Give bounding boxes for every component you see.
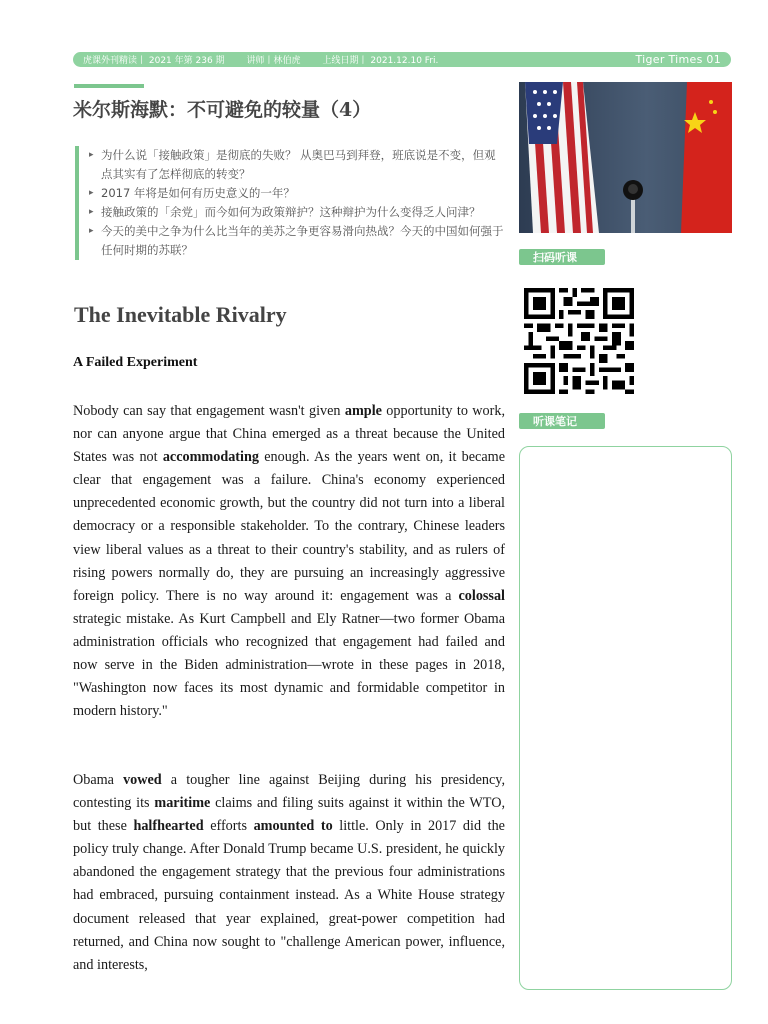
text-run: strategic mistake. As Kurt Campbell and Ely Ratner—two former Obama administration officials who recognized that engagement had failed and now serve in the Biden administration—wrote in these pages in 2018, "Washington now faces its most dynamic and formidable competitor in modern history." — [73, 610, 505, 720]
vocab-word: halfhearted — [133, 818, 204, 835]
question-item: ▸ 2017 年将是如何有历史意义的一年？ — [89, 184, 507, 203]
issue-info: 虎课外刊精读丨 2021 年第 236 期 — [83, 56, 225, 66]
brand-label: Tiger Times 01 — [635, 53, 721, 66]
title-accent-line — [74, 84, 144, 88]
lecturer-info: 讲师丨林伯虎 — [246, 56, 301, 66]
chinese-title: 米尔斯海默：不可避免的较量（4） — [73, 99, 372, 121]
text-run: opportunity to work, nor can anyone argue that China emerged as a threat because the United States was not — [73, 403, 505, 466]
scan-label: 扫码听课 — [519, 249, 605, 265]
notes-label: 听课笔记 — [519, 413, 605, 429]
text-run: enough. As the years went on, it became clear that engagement was a failure. China's economy experienced unprecedented economic growth, but the country did not turn into a liberal democracy or a responsible stakeholder. To the contrary, Chinese leaders view liberal values as a threat to their country's stability, and as rulers of rising powers normally do, they are pursuing an increasingly aggressive foreign policy. There is no way around it: engagement was a — [73, 449, 505, 604]
vocab-word: vowed — [123, 772, 162, 788]
question-item: ▸ 接触政策的「余党」而今如何为政策辩护？这种辩护为什么变得乏人问津？ — [89, 203, 507, 222]
flags-photo — [519, 82, 732, 233]
english-title: The Inevitable Rivalry — [74, 302, 287, 327]
paragraph-2 — [73, 769, 505, 977]
section-title: A Failed Experiment — [73, 355, 198, 370]
text-run: claims and filing suits against it within the WTO, but these — [73, 795, 505, 835]
paragraph-1 — [73, 400, 505, 723]
text-run: Obama — [73, 772, 124, 788]
vocab-word: maritime — [154, 795, 211, 812]
header-bar — [73, 52, 731, 67]
notes-box[interactable] — [519, 446, 732, 990]
question-list — [75, 146, 507, 260]
text-run: Nobody can say that engagement wasn't given — [73, 403, 345, 419]
vocab-word: amounted to — [253, 818, 333, 835]
flags-illustration — [519, 82, 732, 233]
vocab-word: colossal — [458, 587, 505, 604]
date-info: 上线日期丨 2021.12.10 Fri. — [322, 56, 439, 66]
vocab-word: ample — [344, 403, 382, 419]
question-item: ▸ 今天的美中之争为什么比当年的美苏之争更容易滑向热战？今天的中国如何强于任何时期的苏联？ — [89, 222, 507, 260]
vocab-word: accommodating — [162, 449, 259, 466]
text-run: a tougher line against Beijing during his presidency, contesting its — [73, 772, 505, 812]
question-item: ▸ 为什么说「接触政策」是彻底的失败？ 从奥巴马到拜登，班底说是不变，但观点其实有了怎样彻底的转变？ — [89, 146, 507, 184]
qr-code[interactable] — [524, 288, 634, 394]
text-run: efforts — [203, 818, 254, 835]
text-run: little. Only in 2017 did the policy truly change. After Donald Trump became U.S. president, he quickly abandoned the engagement strategy that the previous four administrations had embraced, pursuing containment instead. As a White House strategy document released that year explained, great-power competition had returned, and China now sought to "challenge American power, influence, and interests, — [73, 818, 505, 973]
